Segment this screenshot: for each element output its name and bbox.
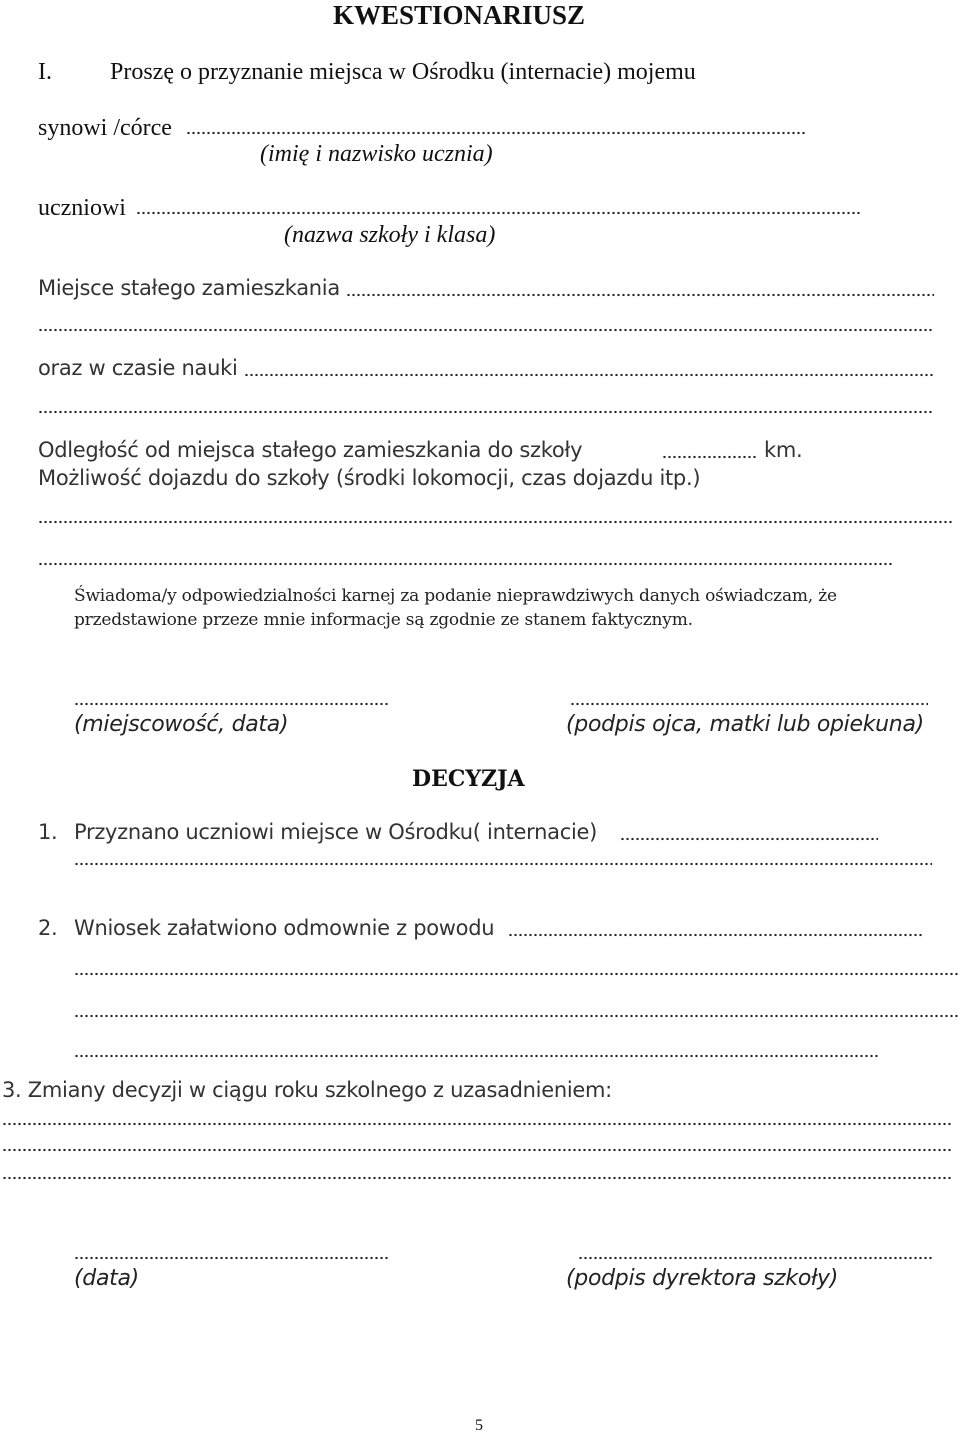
director-signature-caption: (podpis dyrektora szkoły) xyxy=(566,1266,839,1291)
distance-unit: km. xyxy=(764,438,803,462)
commute-field-line2[interactable] xyxy=(38,562,894,566)
decision-item3-field-line2[interactable] xyxy=(2,1148,952,1152)
commute-label: Możliwość dojazdu do szkoły (środki lokomocji, czas dojazdu itp.) xyxy=(38,466,701,490)
decision-item1-text: Przyznano uczniowi miejsce w Ośrodku( internacie) xyxy=(74,820,597,844)
decision-item2-text: Wniosek załatwiono odmownie z powodu xyxy=(74,916,495,940)
decision-item2-field-line4[interactable] xyxy=(74,1054,880,1058)
student-hint: (nazwa szkoły i klasa) xyxy=(284,222,496,248)
section-number: I. xyxy=(38,59,52,85)
place-date-field[interactable] xyxy=(74,702,390,706)
student-label: uczniowi xyxy=(38,195,126,221)
commute-field-line1[interactable] xyxy=(38,520,952,524)
decision-item2-number: 2. xyxy=(38,916,58,940)
residence-label: Miejsce stałego zamieszkania xyxy=(38,276,340,300)
during-school-label: oraz w czasie nauki xyxy=(38,356,238,380)
during-school-field-line2[interactable] xyxy=(38,410,932,414)
date-field[interactable] xyxy=(74,1256,390,1260)
residence-field-line2[interactable] xyxy=(38,328,932,332)
parent-signature-caption: (podpis ojca, matki lub opiekuna) xyxy=(566,712,924,737)
decision-item3-field-line1[interactable] xyxy=(2,1122,952,1126)
decision-item3-field-line3[interactable] xyxy=(2,1176,952,1180)
son-daughter-label: synowi /córce xyxy=(38,115,172,141)
page-number: 5 xyxy=(475,1417,483,1434)
document-title: KWESTIONARIUSZ xyxy=(333,0,586,30)
during-school-field-line1[interactable] xyxy=(244,373,934,377)
decision-item1-number: 1. xyxy=(38,820,58,844)
request-line: Proszę o przyznanie miejsca w Ośrodku (internacie) mojemu xyxy=(110,59,696,85)
date-caption: (data) xyxy=(74,1266,139,1291)
distance-field[interactable] xyxy=(662,455,758,459)
son-daughter-field[interactable] xyxy=(186,131,806,135)
decision-item3-text: 3. Zmiany decyzji w ciągu roku szkolnego z uzasadnieniem: xyxy=(2,1078,612,1102)
decision-item1-field-line2[interactable] xyxy=(74,862,932,866)
decision-item2-field-line3[interactable] xyxy=(74,1014,958,1018)
decision-item2-field-line2[interactable] xyxy=(74,972,958,976)
residence-field-line1[interactable] xyxy=(346,293,934,297)
student-field[interactable] xyxy=(136,211,862,215)
declaration-line1: Świadoma/y odpowiedzialności karnej za podanie nieprawdziwych danych oświadczam, że xyxy=(74,586,837,606)
distance-label: Odległość od miejsca stałego zamieszkania do szkoły xyxy=(38,438,583,462)
declaration-line2: przedstawione przeze mnie informacje są zgodnie ze stanem faktycznym. xyxy=(74,610,693,630)
director-signature-field[interactable] xyxy=(578,1256,934,1260)
place-date-caption: (miejscowość, data) xyxy=(74,712,289,737)
parent-signature-field[interactable] xyxy=(570,702,928,706)
decision-item1-field-line1[interactable] xyxy=(620,837,878,841)
decision-title: DECYZJA xyxy=(412,766,525,792)
decision-item2-field-line1[interactable] xyxy=(508,933,924,937)
son-daughter-hint: (imię i nazwisko ucznia) xyxy=(260,141,493,167)
